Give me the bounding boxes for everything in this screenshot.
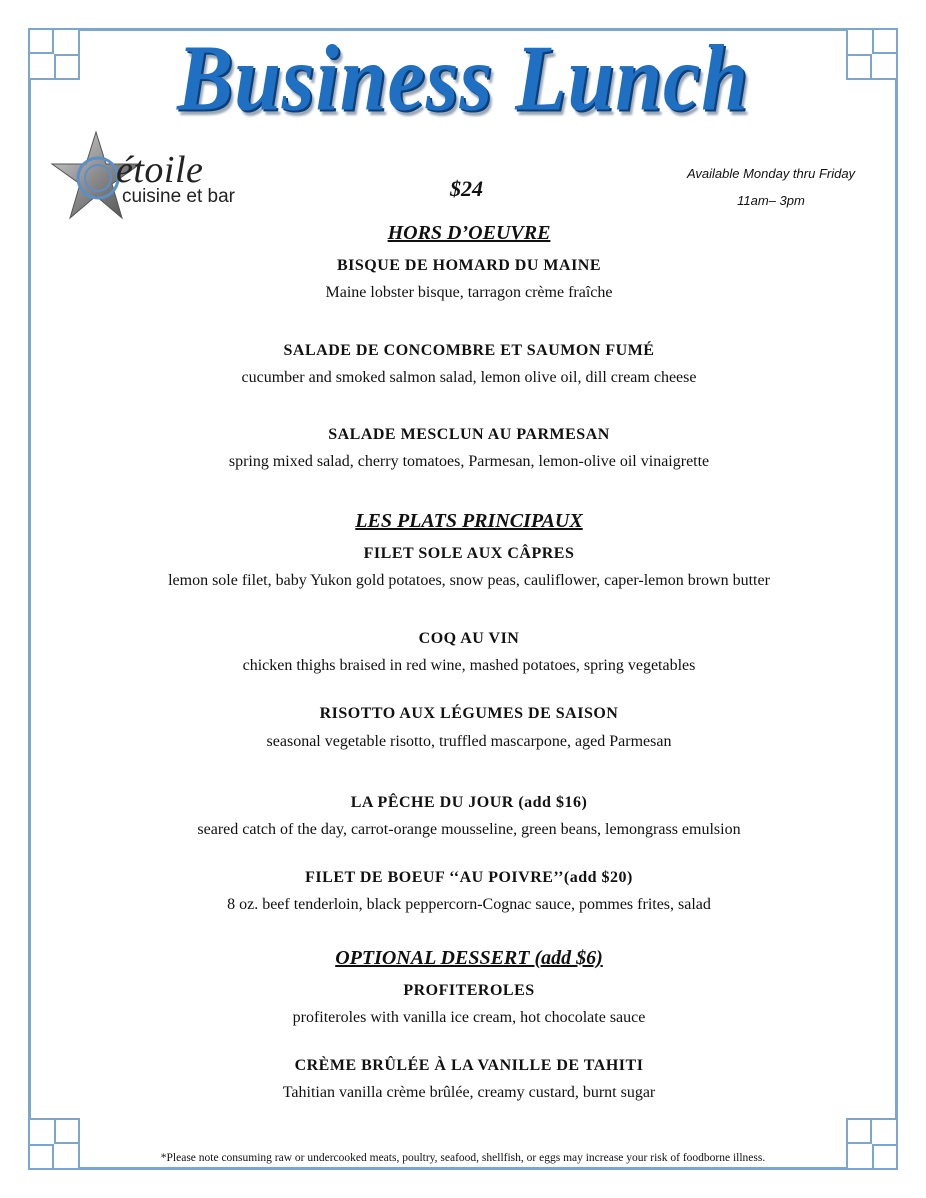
section-heading-dessert: OPTIONAL DESSERT (add $6) (335, 947, 603, 969)
menu-item-desc: lemon sole filet, baby Yukon gold potatoes, snow peas, cauliflower, caper-lemon brown butter (168, 572, 770, 589)
menu-item-name: PROFITEROLES (403, 982, 535, 999)
menu-item-desc: Maine lobster bisque, tarragon crème fraîche (325, 284, 613, 301)
menu-item-name: CRÈME BRÛLÉE À LA VANILLE DE TAHITI (294, 1057, 644, 1074)
menu-item-desc: seared catch of the day, carrot-orange mousseline, green beans, lemongrass emulsion (197, 821, 741, 838)
menu-item-name: SALADE MESCLUN AU PARMESAN (328, 426, 610, 443)
section-heading-hors-doeuvre: HORS D’OEUVRE (387, 222, 551, 244)
lunch-price: $24 (450, 176, 483, 201)
availability (676, 160, 866, 214)
menu-item-desc: seasonal vegetable risotto, truffled mascarpone, aged Parmesan (266, 733, 672, 750)
menu-item-name: RISOTTO AUX LÉGUMES DE SAISON (319, 705, 619, 722)
availability-days: Available Monday thru Friday (686, 166, 856, 181)
menu-item-desc: 8 oz. beef tenderloin, black peppercorn-Cognac sauce, pommes frites, salad (227, 896, 711, 913)
menu-item-name: SALADE DE CONCOMBRE ET SAUMON FUMÉ (283, 342, 655, 359)
health-disclaimer: *Please note consuming raw or undercooked meats, poultry, seafood, shellfish, or eggs may increase your risk of foodborne illness. (160, 1152, 766, 1164)
menu-item-desc: spring mixed salad, cherry tomatoes, Parmesan, lemon-olive oil vinaigrette (228, 453, 710, 470)
menu-item-desc: profiteroles with vanilla ice cream, hot chocolate sauce (292, 1009, 646, 1026)
page-title: Business Lunch (177, 26, 749, 131)
menu-item-name: BISQUE DE HOMARD DU MAINE (336, 257, 602, 274)
menu-item-name: COQ AU VIN (418, 630, 520, 647)
menu-item-desc: Tahitian vanilla crème brûlée, creamy custard, burnt sugar (282, 1084, 656, 1101)
menu-item-desc: cucumber and smoked salmon salad, lemon olive oil, dill cream cheese (241, 369, 697, 386)
menu-item-name: FILET DE BOEUF ‘‘AU POIVRE’’(add $20) (305, 869, 633, 886)
availability-hours: 11am– 3pm (737, 193, 805, 208)
logo-name: étoile (116, 149, 204, 191)
restaurant-logo (50, 130, 260, 225)
menu-item-name: FILET SOLE AUX CÂPRES (363, 545, 575, 562)
section-heading-plats-principaux: LES PLATS PRINCIPAUX (355, 510, 583, 532)
menu-item-desc: chicken thighs braised in red wine, mashed potatoes, spring vegetables (242, 657, 696, 674)
logo-tagline: cuisine et bar (122, 186, 236, 207)
menu-item-name: LA PÊCHE DU JOUR (add $16) (350, 794, 588, 811)
